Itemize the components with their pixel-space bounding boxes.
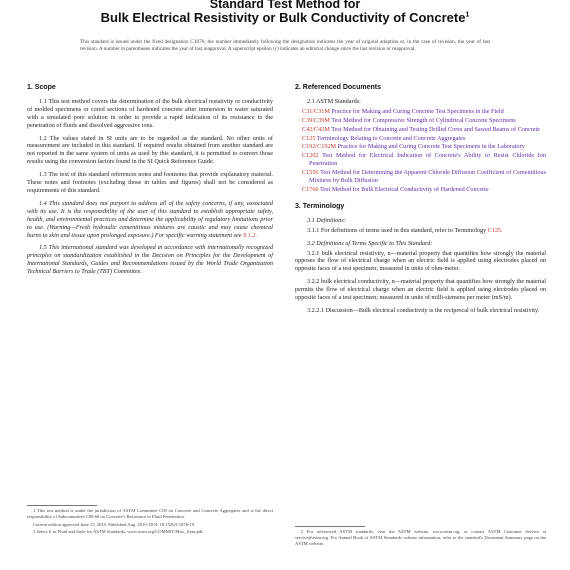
reference-item[interactable] (295, 108, 546, 116)
designation-notice: This standard is issued under the fixed designation C1876; the number immediately following the designation indicates the year of original adoption or, in the case of revision, the year of last revision. A number in parentheses indicates the year of last reapproval. A superscript epsilon (ε) indicates an editorial change since the last revision or reapproval. (80, 39, 490, 52)
scope-paragraph-5: 1.5 This international standard was developed in accordance with internationally recognized principles on standardization established in the Decision on Principles for the Development of International Standards, Guides and Recommendations issued by the World Trade Organization Technical Barriers to Trade (TBT) Committee. (27, 244, 273, 276)
terminology-paragraph-5: 3.2.2 bulk electrical conductivity, n—material property that quantifies how strongly the material permits the flow of electrical charge when an electric field is applied using electrodes placed on opposite faces of a test specimen; measured in units of milli-siemens per meter (mS/m). (295, 278, 546, 302)
footnote-edition: Current edition approved June 15, 2019. Published Aug. 2019. DOI: 10.1520/C1876-19. (33, 521, 196, 527)
astm-standards-intro: 2.1 ASTM Standards: (307, 97, 361, 105)
reference-code[interactable]: C39/C39M (302, 116, 330, 124)
terminology-paragraph-2 (295, 227, 546, 235)
reference-code[interactable]: C1202 (302, 152, 319, 160)
reference-item[interactable] (295, 152, 546, 168)
reference-item[interactable] (295, 126, 546, 134)
terminology-paragraph-1: 3.1 Definitions: (307, 216, 346, 224)
reference-item[interactable] (295, 143, 546, 151)
reference-item[interactable] (295, 169, 546, 185)
section-heading-referenced-documents: 2. Referenced Documents (295, 84, 381, 91)
reference-code[interactable]: C1760 (302, 185, 319, 193)
c125-link[interactable]: C125. (487, 226, 503, 234)
reference-code[interactable]: C125 (302, 134, 316, 142)
reference-title[interactable]: Test Method for Compressive Strength of Cylindrical Concrete Specimens (331, 116, 516, 124)
reference-code[interactable]: C1556 (302, 169, 319, 177)
footnote-rule-left (27, 505, 97, 506)
scope-paragraph-4-text: 1.4 This standard does not purport to address all of the safety concerns, if any, associated with its use. It is the responsibility of the user of this standard to establish appropriate safety, health, and environmental practices and determine the applicability of regulatory limitations prior to use. (Warning—Fresh hydraulic cementitious mixtures are caustic and may cause chemical burns to skin and tissue upon prolonged exposure.) For specific warning statement see (27, 199, 273, 239)
footnote-rule-right (295, 526, 365, 527)
right-column (295, 84, 546, 320)
document-title (0, 10, 570, 25)
reference-title[interactable]: Test Method for Electrical Indication of Concrete's Ability to Resist Chloride Ion Penetration (309, 152, 546, 168)
scope-paragraph-4 (27, 200, 273, 240)
document-subtitle: Standard Test Method for (209, 0, 361, 11)
reference-list (295, 108, 546, 194)
left-column (27, 84, 273, 281)
footnote-astm-website: 2 For referenced ASTM standards, visit the ASTM website, www.astm.org, or contact ASTM Customer Service at service@astm.org. For Annual Book of ASTM Standards volume information, refer to the standard's Document Summary page on the ASTM website. (295, 529, 546, 546)
document-title-text: Bulk Electrical Resistivity or Bulk Conductivity of Concrete (100, 10, 466, 25)
reference-title[interactable]: Terminology Relating to Concrete and Concrete Aggregates (316, 134, 466, 142)
reference-code[interactable]: C192/C192M (302, 143, 337, 151)
reference-title[interactable]: Test Method for Determining the Apparent Chloride Diffusion Coefficient of Cementitious Mixtures by Bulk Diffusion (309, 169, 547, 185)
reference-title[interactable]: Test Method for Bulk Electrical Conductivity of Hardened Concrete (319, 185, 489, 193)
footnotes-left (27, 508, 273, 537)
reference-title[interactable]: Practice for Making and Curing Concrete Test Specimens in the Laboratory (337, 143, 525, 151)
terminology-paragraph-3: 3.2 Definitions of Terms Specific to This Standard: (307, 239, 433, 247)
terminology-paragraph-6: 3.2.2.1 Discussion—Bulk electrical conductivity is the reciprocal of bulk electrical resistivity. (307, 306, 540, 314)
footnotes-right (295, 529, 546, 548)
reference-title[interactable]: Test Method for Obtaining and Testing Drilled Cores and Sawed Beams of Concrete (331, 125, 540, 133)
title-footnote-marker: 1 (465, 11, 470, 19)
section-heading-terminology: 3. Terminology (295, 202, 345, 210)
terminology-paragraph-2-text: 3.1.1 For definitions of terms used in this standard, refer to Terminology (307, 226, 487, 234)
warning-link[interactable]: 9.1.2. (243, 231, 258, 239)
reference-code[interactable]: C42/C42M (302, 125, 330, 133)
reference-item[interactable] (295, 186, 546, 194)
footnote-1: 1 This test method is under the jurisdiction of ASTM Committee C09 on Concrete and Concrete Aggregates and is the direct responsibility of Subcommittee C09.66 on Concrete's Resistance to Fluid Penetration. (27, 508, 273, 519)
reference-title[interactable]: Practice for Making and Curing Concrete Test Specimens in the Field (331, 107, 504, 115)
scope-paragraph-2: 1.2 The values stated in SI units are to be regarded as the standard. No other units of measurement are included in this standard. If required results obtained from another standard are not reported in the same system of units as used by this standard, it is permitted to convert those results using the conversion factors found in the SI Quick Reference Guide. (27, 134, 273, 166)
scope-paragraph-3: 1.3 The text of this standard references notes and footnotes that provide explanatory material. These notes and footnotes (excluding those in tables and figures) shall not be considered as requirements of this standard. (27, 171, 273, 194)
reference-item[interactable] (295, 135, 546, 143)
reference-code[interactable]: C31/C31M (302, 107, 330, 115)
footnote-2: 2 Select It to Fluid and Style for ASTM Standards, www.astm.org/COMMIT/Misc_Item.pdf. (33, 529, 204, 535)
reference-item[interactable] (295, 117, 546, 125)
section-heading-scope: 1. Scope (27, 84, 56, 91)
scope-paragraph-1: 1.1 This test method covers the determination of the bulk electrical resistivity or conductivity of molded specimens or cored sections of hardened concrete after immersion in water saturated with a simulated pore solution in order to provide a rapid indication of its resistance to the penetration of fluids and dissolved aggressive ions. (27, 97, 273, 129)
terminology-paragraph-4: 3.2.1 bulk electrical resistivity, n—material property that quantifies how strongly the material opposes the flow of electrical charge when an electric field is applied using electrodes placed on opposite faces of a test specimen; measured in units of ohm-meter. (295, 249, 546, 273)
